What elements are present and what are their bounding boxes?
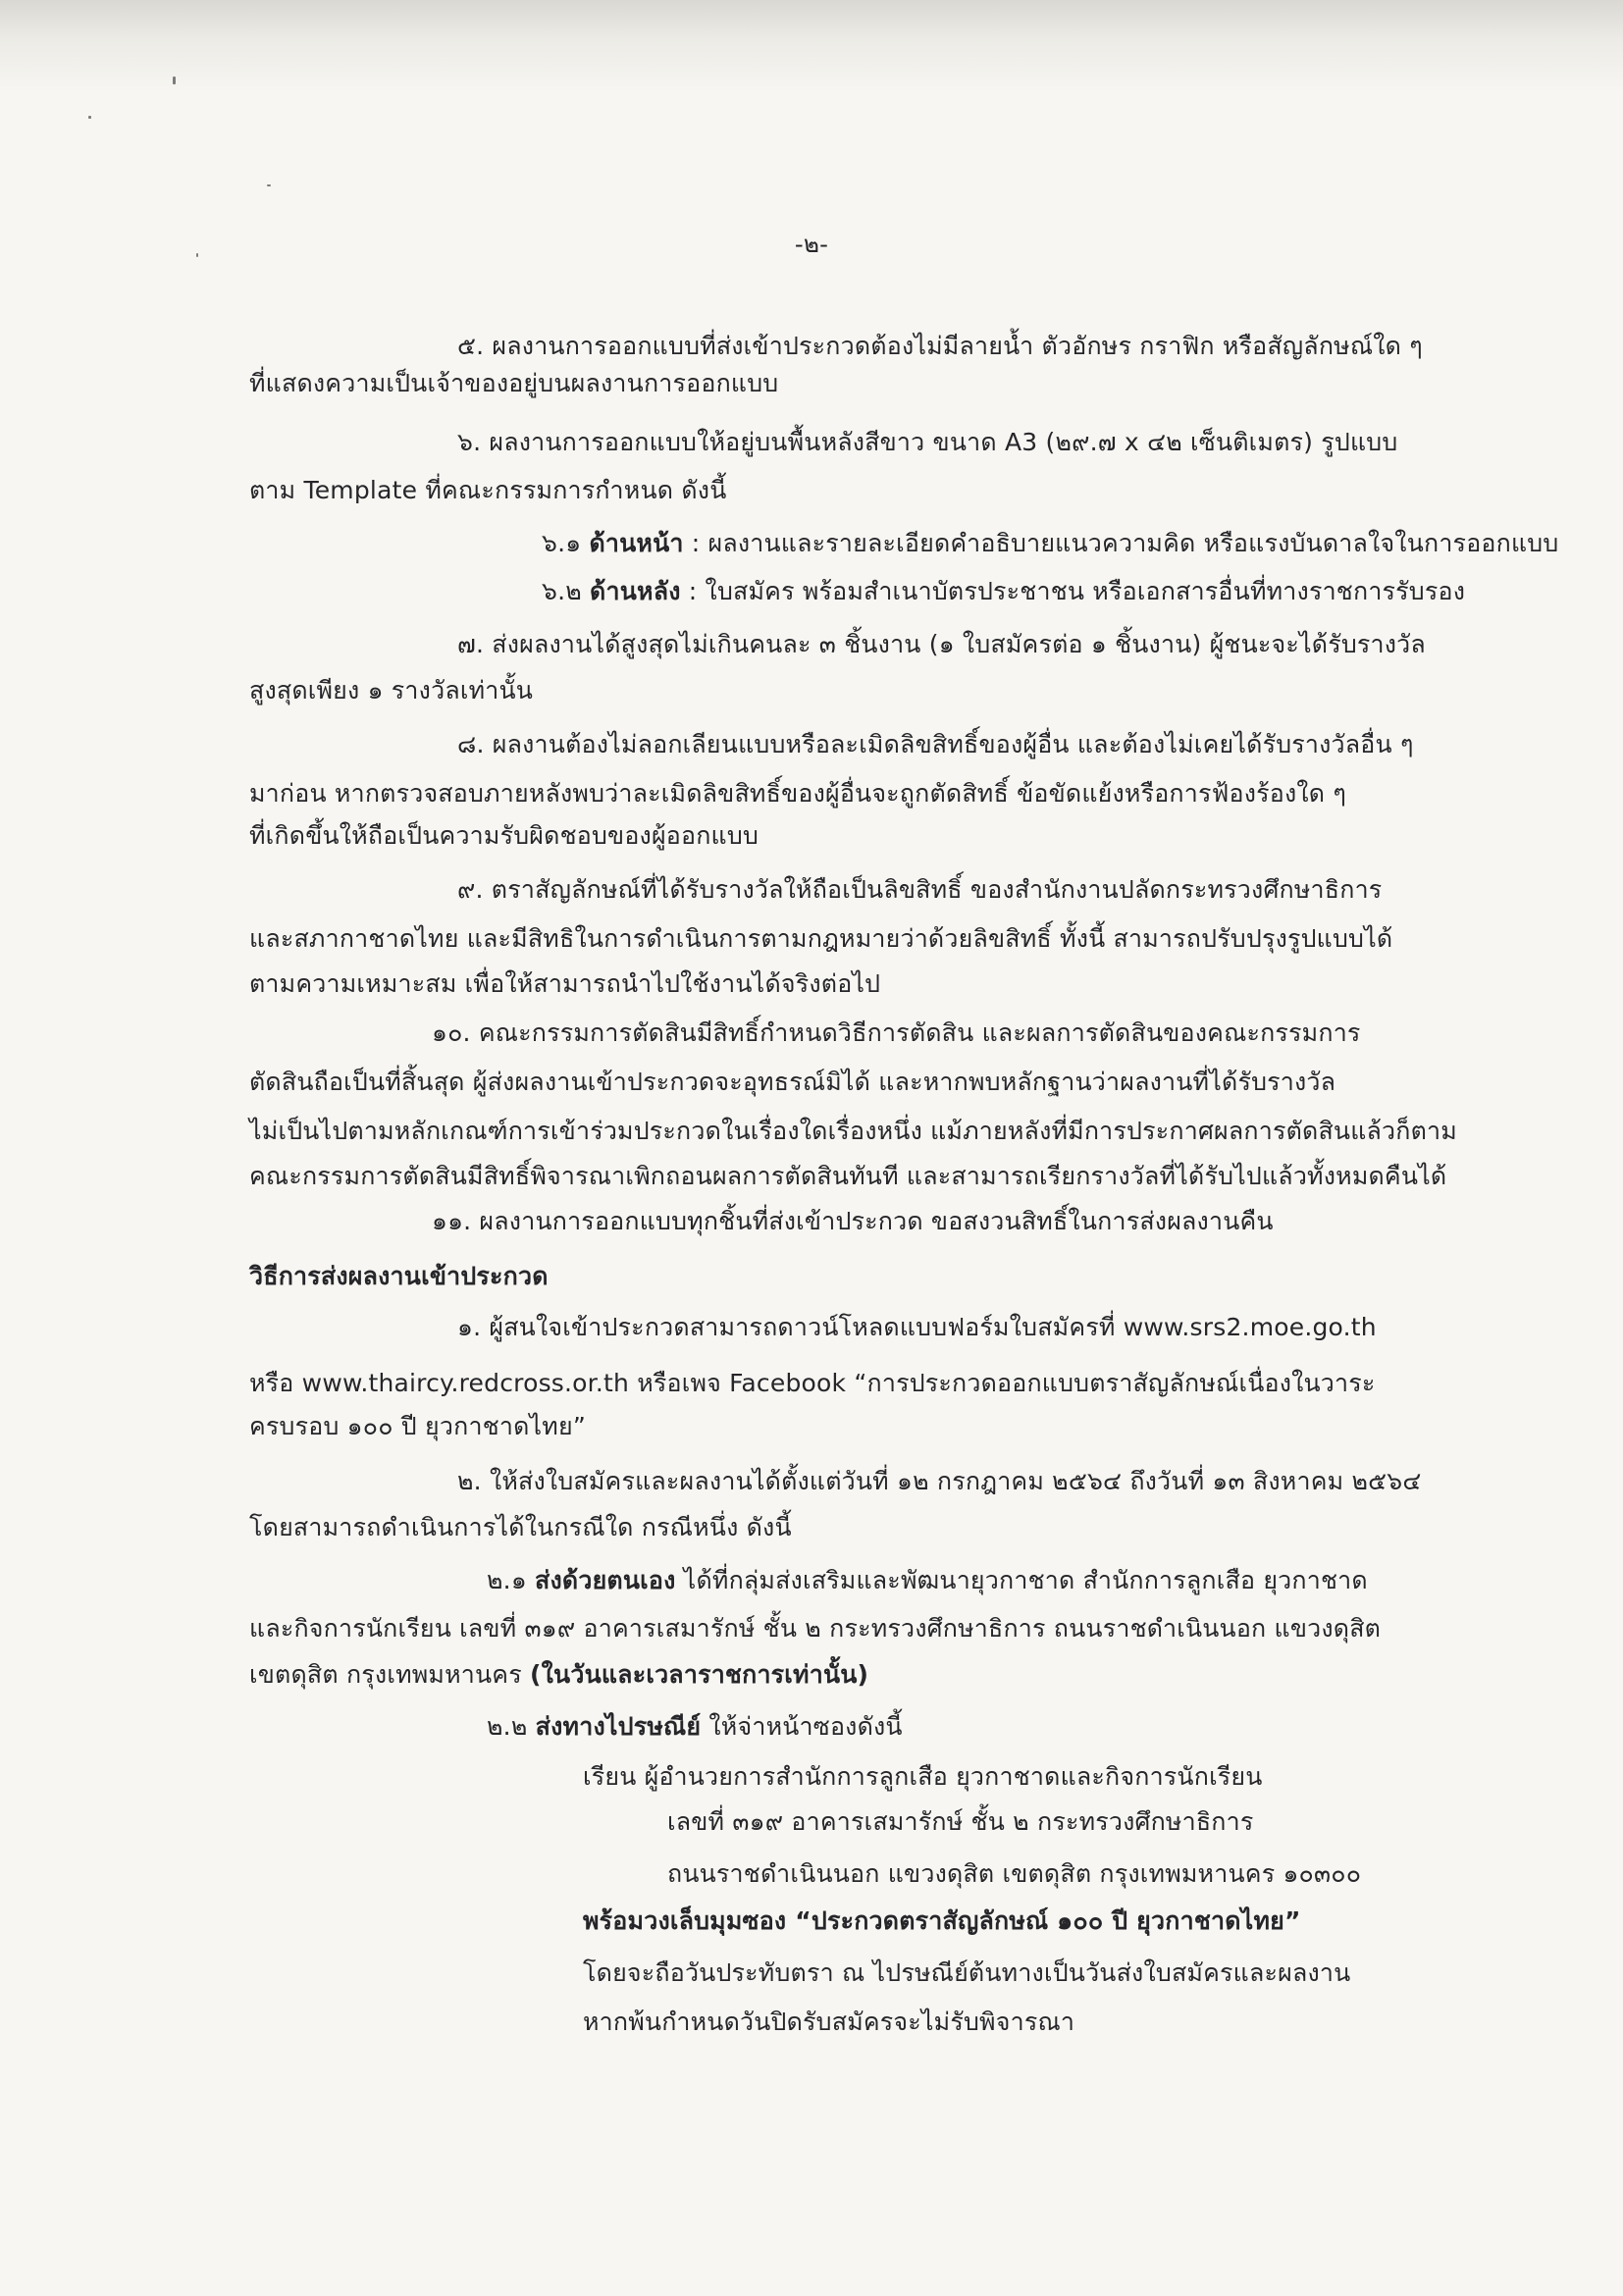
- body-line: ๑๑. ผลงานการออกแบบทุกชิ้นที่ส่งเข้าประกวด ขอสงวนสิทธิ์ในการส่งผลงานคืน: [432, 1207, 1274, 1235]
- body-line: ครบรอบ ๑๐๐ ปี ยุวกาชาดไทย”: [249, 1412, 586, 1440]
- body-line: ไม่เป็นไปตามหลักเกณฑ์การเข้าร่วมประกวดในเรื่องใดเรื่องหนึ่ง แม้ภายหลังที่มีการประกาศผลการตัดสินแล้วก็ตาม: [249, 1117, 1457, 1145]
- sub-item-text: ให้จ่าหน้าซองดังนี้: [701, 1712, 903, 1741]
- sub-item-heading: ส่งด้วยตนเอง: [535, 1566, 676, 1594]
- sub-item-heading: ส่งทางไปรษณีย์: [535, 1712, 702, 1741]
- scan-shadow: [0, 0, 1623, 93]
- body-line: โดยจะถือวันประทับตรา ณ ไปรษณีย์ต้นทางเป็นวันส่งใบสมัครและผลงาน: [583, 1958, 1351, 1987]
- body-line: ๑. ผู้สนใจเข้าประกวดสามารถดาวน์โหลดแบบฟอร์มใบสมัครที่ www.srs2.moe.go.th: [457, 1313, 1377, 1341]
- body-line: สูงสุดเพียง ๑ รางวัลเท่านั้น: [249, 676, 534, 704]
- line-text: เขตดุสิต กรุงเทพมหานคร: [249, 1660, 531, 1689]
- body-line: ตาม Template ที่คณะกรรมการกำหนด ดังนี้: [249, 476, 727, 504]
- sub-item-number: ๖.๑: [542, 529, 590, 557]
- body-line: และสภากาชาดไทย และมีสิทธิในการดำเนินการตามกฎหมายว่าด้วยลิขสิทธิ์ ทั้งนี้ สามารถปรับปรุงรูปแบบได้: [249, 924, 1393, 953]
- body-line: [542, 575, 1465, 608]
- body-line: และกิจการนักเรียน เลขที่ ๓๑๙ อาคารเสมารักษ์ ชั้น ๒ กระทรวงศึกษาธิการ ถนนราชดำเนินนอก แขวงดุสิต: [249, 1614, 1382, 1643]
- body-line: หากพ้นกำหนดวันปิดรับสมัครจะไม่รับพิจารณา: [583, 2008, 1075, 2036]
- address-line: ถนนราชดำเนินนอก แขวงดุสิต เขตดุสิต กรุงเทพมหานคร ๑๐๓๐๐: [667, 1859, 1362, 1888]
- sub-item-number: ๒.๑: [487, 1566, 536, 1594]
- address-line: เลขที่ ๓๑๙ อาคารเสมารักษ์ ชั้น ๒ กระทรวงศึกษาธิการ: [667, 1807, 1254, 1836]
- sub-item-heading: ด้านหลัง: [590, 577, 681, 605]
- body-line: ๗. ส่งผลงานได้สูงสุดไม่เกินคนละ ๓ ชิ้นงาน (๑ ใบสมัครต่อ ๑ ชิ้นงาน) ผู้ชนะจะได้รับรางวัล: [457, 630, 1426, 658]
- scan-speck: [267, 184, 271, 186]
- body-line: ๙. ตราสัญลักษณ์ที่ได้รับรางวัลให้ถือเป็นลิขสิทธิ์ ของสำนักงานปลัดกระทรวงศึกษาธิการ: [457, 875, 1383, 904]
- page-number: -๒-: [794, 230, 829, 258]
- sub-item-number: ๖.๒: [542, 577, 591, 605]
- sub-item-heading: พร้อมวงเล็บมุมซอง: [583, 1906, 787, 1935]
- scan-speck: [88, 116, 91, 119]
- body-line: [542, 527, 1558, 560]
- address-line: เรียน ผู้อำนวยการสำนักการลูกเสือ ยุวกาชาดและกิจการนักเรียน: [583, 1762, 1263, 1791]
- body-line: คณะกรรมการตัดสินมีสิทธิ์พิจารณาเพิกถอนผลการตัดสินทันที และสามารถเรียกรางวัลที่ได้รับไปแล้วทั้งหมดคืนได้: [249, 1162, 1447, 1190]
- body-line: ๒. ให้ส่งใบสมัครและผลงานได้ตั้งแต่วันที่ ๑๒ กรกฎาคม ๒๕๖๔ ถึงวันที่ ๑๓ สิงหาคม ๒๕๖๔: [457, 1467, 1422, 1495]
- body-line: ๘. ผลงานต้องไม่ลอกเลียนแบบหรือละเมิดลิขสิทธิ์ของผู้อื่น และต้องไม่เคยได้รับรางวัลอื่น ๆ: [457, 730, 1414, 758]
- sub-item-number: ๒.๒: [487, 1712, 536, 1741]
- sub-item-heading: ด้านหน้า: [589, 529, 684, 557]
- body-line: ๑๐. คณะกรรมการตัดสินมีสิทธิ์กำหนดวิธีการตัดสิน และผลการตัดสินของคณะกรรมการ: [432, 1018, 1361, 1047]
- sub-item-text: : ใบสมัคร พร้อมสำเนาบัตรประชาชน หรือเอกสารอื่นที่ทางราชการรับรอง: [680, 577, 1466, 605]
- body-line: ที่แสดงความเป็นเจ้าของอยู่บนผลงานการออกแบบ: [249, 369, 779, 397]
- body-line: [487, 1564, 1368, 1597]
- body-line: [487, 1710, 903, 1744]
- envelope-label: “ประกวดตราสัญลักษณ์ ๑๐๐ ปี ยุวกาชาดไทย”: [786, 1906, 1301, 1935]
- body-line: ตัดสินถือเป็นที่สิ้นสุด ผู้ส่งผลงานเข้าประกวดจะอุทธรณ์มิได้ และหากพบหลักฐานว่าผลงานที่ได้รับรางวัล: [249, 1068, 1336, 1096]
- section-heading: วิธีการส่งผลงานเข้าประกวด: [249, 1262, 549, 1290]
- scan-speck: [173, 77, 176, 84]
- body-line: [583, 1905, 1301, 1938]
- sub-item-text: : ผลงานและรายละเอียดคำอธิบายแนวความคิด หรือแรงบันดาลใจในการออกแบบ: [683, 529, 1559, 557]
- body-line: [249, 1658, 868, 1692]
- body-line: โดยสามารถดำเนินการได้ในกรณีใด กรณีหนึ่ง ดังนี้: [249, 1513, 792, 1541]
- body-line: ที่เกิดขึ้นให้ถือเป็นความรับผิดชอบของผู้ออกแบบ: [249, 821, 759, 850]
- body-line: หรือ www.thaircy.redcross.or.th หรือเพจ Facebook “การประกวดออกแบบตราสัญลักษณ์เนื่องในวาระ: [249, 1369, 1376, 1397]
- body-line: มาก่อน หากตรวจสอบภายหลังพบว่าละเมิดลิขสิทธิ์ของผู้อื่นจะถูกตัดสิทธิ์ ข้อขัดแย้งหรือการฟ้องร้องใด ๆ: [249, 779, 1347, 808]
- body-line: ๕. ผลงานการออกแบบที่ส่งเข้าประกวดต้องไม่มีลายน้ำ ตัวอักษร กราฟิก หรือสัญลักษณ์ใด ๆ: [457, 332, 1423, 360]
- emphasis-text: (ในวันและเวลาราชการเท่านั้น): [530, 1660, 869, 1689]
- sub-item-text: ได้ที่กลุ่มส่งเสริมและพัฒนายุวกาชาด สำนักการลูกเสือ ยุวกาชาด: [675, 1566, 1368, 1594]
- body-line: ๖. ผลงานการออกแบบให้อยู่บนพื้นหลังสีขาว ขนาด A3 (๒๙.๗ x ๔๒ เซ็นติเมตร) รูปแบบ: [457, 428, 1398, 456]
- body-line: ตามความเหมาะสม เพื่อให้สามารถนำไปใช้งานได้จริงต่อไป: [249, 969, 881, 998]
